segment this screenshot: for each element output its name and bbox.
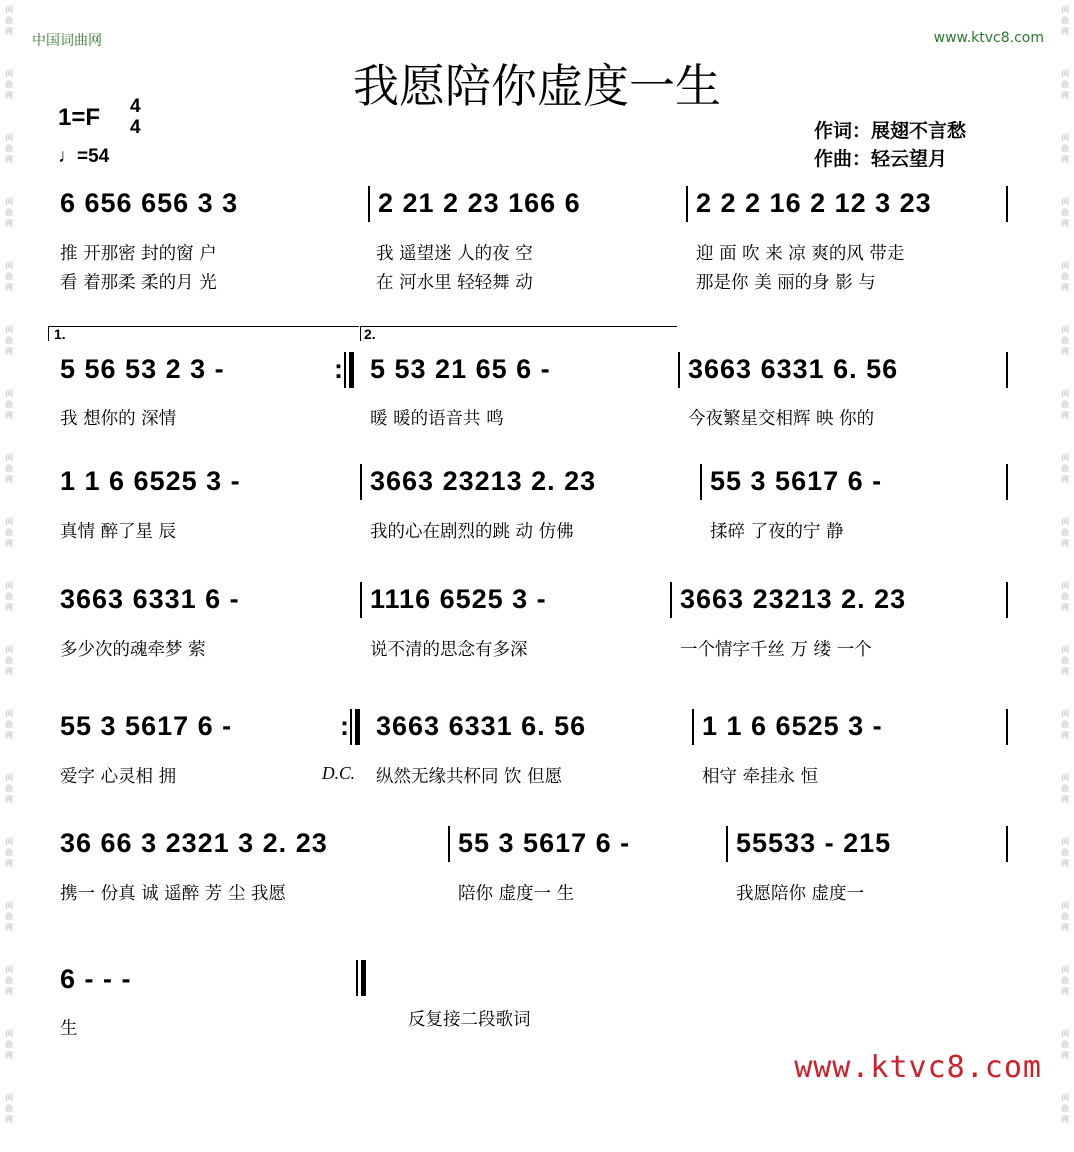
barline: [1006, 582, 1008, 618]
barline: [1006, 464, 1008, 500]
barline: [1006, 709, 1008, 745]
margin-mark: 词 曲 网: [5, 261, 13, 292]
barline: [670, 582, 672, 618]
barline: [1006, 826, 1008, 862]
notes-row1-m1: 5 56 53 2 3 -: [60, 354, 225, 384]
margin-mark: 词 曲 网: [5, 837, 13, 868]
barline: [1006, 186, 1008, 222]
margin-mark: 词 曲 网: [5, 325, 13, 356]
lyric-row4-m1: 爱字 心灵相 拥: [60, 767, 177, 787]
right-margin-watermark: [1056, 0, 1074, 1124]
margin-mark: 词 曲 网: [5, 517, 13, 548]
margin-mark: 词 曲 网: [1061, 581, 1069, 612]
barline: [678, 352, 680, 388]
lyric-row5-m3: 我愿陪你 虚度一: [736, 884, 865, 904]
lyric-row4-m2: 纵然无缘共杯同 饮 但愿: [376, 767, 563, 787]
repeat-dots: :: [334, 354, 344, 384]
lyric-row2-m3: 揉碎 了夜的宁 静: [710, 522, 844, 542]
notes-row2-m1: 1 1 6 6525 3 -: [60, 466, 241, 496]
notes-row1-m2: 5 53 21 65 6 -: [370, 354, 551, 384]
margin-mark: 词 曲 网: [1061, 517, 1069, 548]
margin-mark: 词 曲 网: [5, 709, 13, 740]
notes-row2-m3: 55 3 5617 6 -: [710, 466, 883, 496]
barline: [1006, 352, 1008, 388]
margin-mark: 词 曲 网: [1061, 197, 1069, 228]
meter-top: 4: [130, 96, 141, 117]
margin-mark: 词 曲 网: [5, 581, 13, 612]
site-name-left[interactable]: 中国词曲网: [32, 33, 102, 49]
notes-row3-m3: 3663 23213 2. 23: [680, 584, 907, 614]
lyric-verse2-row0-m2: 在 河水里 轻轻舞 动: [376, 273, 533, 293]
margin-mark: 词 曲 网: [1061, 773, 1069, 804]
notes-row4-m2: 3663 6331 6. 56: [376, 711, 587, 741]
margin-mark: 词 曲 网: [1061, 261, 1069, 292]
barline: [692, 709, 694, 745]
notes-row6-m1: 6 - - -: [60, 964, 132, 994]
lyric-verse1-row0-m1: 推 开那密 封的窗 户: [60, 244, 217, 264]
time-signature: [130, 96, 141, 138]
notes-row1-m3: 3663 6331 6. 56: [688, 354, 899, 384]
lyric-row5-m2: 陪你 虚度一 生: [458, 884, 575, 904]
volta-bracket-2: [360, 326, 677, 341]
volta-label-1: 1.: [54, 326, 66, 342]
barline: [360, 582, 362, 618]
repeat-dots: :: [340, 711, 350, 741]
notes-row0-m1: 6 656 656 3 3: [60, 188, 239, 218]
lyric-row4-m3: 相守 牵挂永 恒: [702, 767, 819, 787]
lyric-verse1-row0-m3: 迎 面 吹 来 凉 爽的风 带走: [696, 244, 905, 264]
margin-mark: 词 曲 网: [1061, 965, 1069, 996]
notes-row5-m3: 55533 - 215: [736, 828, 892, 858]
repeat-barline-thick: [355, 709, 360, 745]
volta-bracket-1: [48, 326, 359, 341]
notes-row0-m2: 2 21 2 23 166 6: [378, 188, 581, 218]
margin-mark: 词 曲 网: [1061, 1093, 1069, 1124]
notes-row3-m2: 1116 6525 3 -: [370, 584, 547, 614]
site-url-right[interactable]: www.ktvc8.com: [933, 30, 1044, 46]
barline: [686, 186, 688, 222]
margin-mark: 词 曲 网: [5, 133, 13, 164]
margin-mark: 词 曲 网: [5, 901, 13, 932]
lyric-row1-m3: 今夜繁星交相辉 映 你的: [688, 409, 875, 429]
lyric-row5-m1: 携一 份真 诚 遥醉 芳 尘 我愿: [60, 884, 286, 904]
final-barline: [356, 960, 358, 996]
lyric-row3-m2: 说不清的思念有多深: [370, 640, 528, 660]
repeat-barline-thick: [349, 352, 354, 388]
lyric-row3-m1: 多少次的魂牵梦 萦: [60, 640, 206, 660]
margin-mark: 词 曲 网: [5, 197, 13, 228]
margin-mark: 词 曲 网: [5, 773, 13, 804]
margin-mark: 词 曲 网: [1061, 837, 1069, 868]
lyric-row2-m1: 真情 醉了星 辰: [60, 522, 177, 542]
repeat-barline: [344, 352, 346, 388]
margin-mark: 词 曲 网: [1061, 453, 1069, 484]
notes-row4-m3: 1 1 6 6525 3 -: [702, 711, 883, 741]
lyric-verse2-row0-m3: 那是你 美 丽的身 影 与: [696, 273, 876, 293]
margin-mark: 词 曲 网: [5, 965, 13, 996]
lyricist-credit: 作词：展翅不言愁: [814, 120, 967, 142]
lyric-row6-m1: 生: [60, 1019, 78, 1039]
margin-mark: 词 曲 网: [1061, 133, 1069, 164]
barline: [448, 826, 450, 862]
site-logo[interactable]: www.ktvc8.com: [794, 1050, 1042, 1085]
margin-mark: 词 曲 网: [5, 1093, 13, 1124]
footnote-repeat: 反复接二段歌词: [408, 1010, 531, 1030]
lyric-row2-m2: 我的心在剧烈的跳 动 仿佛: [370, 522, 574, 542]
margin-mark: 词 曲 网: [1061, 1029, 1069, 1060]
margin-mark: 词 曲 网: [1061, 325, 1069, 356]
key-signature: 1=F: [58, 104, 101, 131]
song-title: 我愿陪你虚度一生: [353, 59, 721, 113]
volta-label-2: 2.: [364, 326, 376, 342]
margin-mark: 词 曲 网: [5, 1029, 13, 1060]
notes-row4-m1: 55 3 5617 6 -: [60, 711, 233, 741]
margin-mark: 词 曲 网: [5, 453, 13, 484]
notes-row0-m3: 2 2 2 16 2 12 3 23: [696, 188, 932, 218]
margin-mark: 词 曲 网: [1061, 69, 1069, 100]
lyric-verse2-row0-m1: 看 着那柔 柔的月 光: [60, 273, 217, 293]
barline: [360, 464, 362, 500]
lyric-row3-m3: 一个情字千丝 万 缕 一个: [680, 640, 872, 660]
lyric-row1-m2: 暖 暖的语音共 鸣: [370, 409, 504, 429]
margin-mark: 词 曲 网: [5, 645, 13, 676]
notes-row2-m2: 3663 23213 2. 23: [370, 466, 597, 496]
barline: [726, 826, 728, 862]
notes-row5-m2: 55 3 5617 6 -: [458, 828, 631, 858]
final-barline-thick: [361, 960, 366, 996]
meter-bottom: 4: [130, 117, 141, 138]
margin-mark: 词 曲 网: [1061, 709, 1069, 740]
notes-row5-m1: 36 66 3 2321 3 2. 23: [60, 828, 328, 858]
margin-mark: 词 曲 网: [1061, 645, 1069, 676]
margin-mark: 词 曲 网: [5, 69, 13, 100]
left-margin-watermark: [0, 0, 18, 1124]
lyric-verse1-row0-m2: 我 遥望迷 人的夜 空: [376, 244, 533, 264]
margin-mark: 词 曲 网: [1061, 5, 1069, 36]
margin-mark: 词 曲 网: [1061, 389, 1069, 420]
margin-mark: 词 曲 网: [5, 389, 13, 420]
dc-marking: D.C.: [322, 763, 356, 783]
repeat-barline: [350, 709, 352, 745]
margin-mark: 词 曲 网: [1061, 901, 1069, 932]
margin-mark: 词 曲 网: [5, 5, 13, 36]
lyric-row1-m1: 我 想你的 深情: [60, 409, 177, 429]
barline: [368, 186, 370, 222]
notes-row3-m1: 3663 6331 6 -: [60, 584, 240, 614]
composer-credit: 作曲：轻云望月: [814, 148, 948, 170]
barline: [700, 464, 702, 500]
tempo-marking: ♩=54: [58, 146, 110, 167]
